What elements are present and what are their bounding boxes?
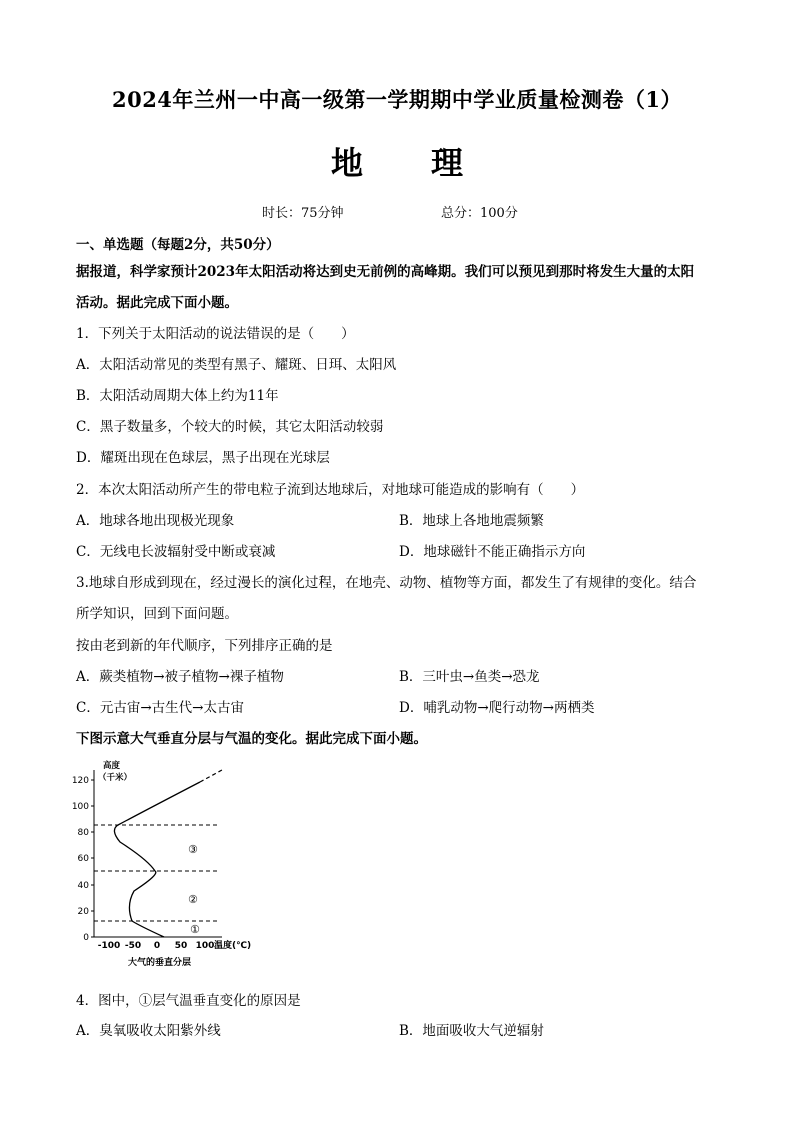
- temperature-curve: [114, 782, 200, 937]
- layer-mark-1: ①: [190, 923, 200, 936]
- question-1-stem: 1．下列关于太阳活动的说法错误的是（ ）: [76, 326, 355, 342]
- question-3-option-a: A．蕨类植物→被子植物→裸子植物: [76, 669, 284, 685]
- y-tick-label: 20: [77, 907, 89, 917]
- duration-text: 时长：75分钟: [262, 206, 344, 221]
- x-axis-label: 温度(℃): [214, 941, 252, 951]
- question-4-option-a: A．臭氧吸收太阳紫外线: [76, 1023, 221, 1039]
- subject-char-2: 理: [431, 144, 464, 182]
- x-tick-label: -50: [124, 941, 142, 951]
- layer-mark-3: ③: [188, 843, 198, 856]
- question-2-option-c: C．无线电长波辐射受中断或衰减: [76, 544, 276, 560]
- y-tick-marks: [91, 780, 94, 937]
- y-tick-label: 80: [77, 828, 89, 838]
- question-2-option-b: B．地球上各地地震频繁: [399, 513, 544, 529]
- subject-char-1: 地: [330, 144, 363, 182]
- temperature-curve-extension: [200, 770, 222, 782]
- exam-title: 2024年兰州一中高一级第一学期期中学业质量检测卷（1）: [111, 87, 683, 112]
- total-score-text: 总分：100分: [441, 206, 518, 221]
- chart-caption: 大气的垂直分层: [128, 958, 192, 968]
- question-4-option-b: B．地面吸收大气逆辐射: [399, 1023, 544, 1039]
- layer-mark-2: ②: [188, 893, 198, 906]
- question-2-stem: 2．本次太阳活动所产生的带电粒子流到达地球后，对地球可能造成的影响有（ ）: [76, 482, 585, 498]
- question-1-option-a: A．太阳活动常见的类型有黑子、耀斑、日珥、太阳风: [76, 357, 397, 373]
- y-tick-label: 0: [83, 933, 89, 943]
- x-tick-label: -100: [97, 941, 121, 951]
- question-3-option-b: B．三叶虫→鱼类→恐龙: [399, 669, 540, 685]
- question-3-option-d: D．哺乳动物→爬行动物→两栖类: [399, 700, 595, 716]
- question-3-intro-line2: 所学知识，回到下面问题。: [76, 606, 238, 622]
- y-axis-label-line1: 高度: [103, 761, 121, 771]
- question-2-option-d: D．地球磁针不能正确指示方向: [399, 544, 586, 560]
- y-tick-label: 40: [77, 881, 89, 891]
- x-tick-label: 100: [195, 941, 215, 951]
- figure-intro: 下图示意大气垂直分层与气温的变化。据此完成下面小题。: [76, 731, 427, 747]
- question-2-option-a: A．地球各地出现极光现象: [76, 513, 235, 529]
- question-1-option-d: D．耀斑出现在色球层，黑子出现在光球层: [76, 450, 330, 466]
- y-tick-label: 120: [71, 776, 89, 786]
- y-tick-label: 100: [71, 802, 89, 812]
- question-4-stem: 4．图中，①层气温垂直变化的原因是: [76, 993, 301, 1009]
- material-intro-line2: 活动。据此完成下面小题。: [76, 295, 238, 311]
- question-3-stem: 按由老到新的年代顺序，下列排序正确的是: [76, 638, 333, 654]
- question-3-intro-line1: 3.地球自形成到现在，经过漫长的演化过程，在地壳、动物、植物等方面，都发生了有规律的变化。结合: [76, 575, 697, 591]
- x-tick-label: 0: [153, 941, 161, 951]
- question-1-option-b: B．太阳活动周期大体上约为11年: [76, 388, 279, 404]
- question-1-option-c: C．黑子数量多，个较大的时候，其它太阳活动较弱: [76, 419, 384, 435]
- x-tick-label: 50: [174, 941, 188, 951]
- subject-title: [0, 138, 794, 184]
- question-3-option-c: C．元古宙→古生代→太古宙: [76, 700, 244, 716]
- section-heading: 一、单选题（每题2分，共50分）: [76, 237, 280, 253]
- material-intro-line1: 据报道，科学家预计2023年太阳活动将达到史无前例的高峰期。我们可以预见到那时将发生大量的太阳: [76, 264, 695, 280]
- y-tick-label: 60: [77, 854, 89, 864]
- y-axis-label-line2: （千米）: [98, 773, 133, 783]
